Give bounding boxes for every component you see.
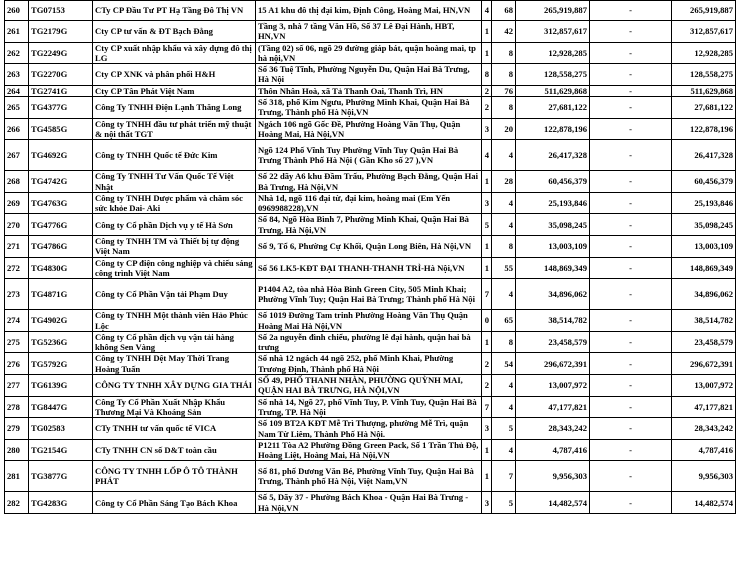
- row-number: 273: [5, 279, 29, 310]
- paid-value: -: [590, 42, 672, 64]
- row-number: 262: [5, 42, 29, 64]
- table-row: [5, 236, 736, 258]
- quantity-b: 4: [492, 214, 516, 236]
- quantity-b: 68: [492, 1, 516, 21]
- company-name: Công ty TNHH Quốc tế Đức Kim: [93, 140, 256, 171]
- quantity-b: 8: [492, 97, 516, 119]
- amount-value: 35,098,245: [516, 214, 590, 236]
- amount-value: 9,956,303: [516, 461, 590, 492]
- quantity-b: 7: [492, 461, 516, 492]
- company-address: Số 9, Tổ 6, Phường Cự Khối, Quận Long Biên, Hà Nội,VN: [256, 236, 482, 258]
- remaining-value: 47,177,821: [672, 396, 736, 418]
- customer-code: TG2154G: [29, 439, 93, 461]
- remaining-value: 35,098,245: [672, 214, 736, 236]
- company-name: CTy CP Đầu Tư PT Hạ Tầng Đô Thị VN: [93, 1, 256, 21]
- company-address: Tầng 3, nhà 7 tầng Văn Hồ, Số 37 Lê Đại Hành, HBT, HN,VN: [256, 21, 482, 43]
- company-address: Số nhà 12 ngách 44 ngõ 252, phố Minh Khai, Phường Trương Định, Thành phố Hà Nội: [256, 353, 482, 375]
- paid-value: -: [590, 140, 672, 171]
- amount-value: 122,878,196: [516, 118, 590, 140]
- amount-value: 23,458,579: [516, 331, 590, 353]
- quantity-b: 5: [492, 492, 516, 514]
- row-number: 278: [5, 396, 29, 418]
- quantity-b: 5: [492, 418, 516, 440]
- company-name: Cty CP Tân Phát Việt Nam: [93, 85, 256, 96]
- company-name: CTy TNHH CN số D&T toàn cầu: [93, 439, 256, 461]
- paid-value: -: [590, 171, 672, 193]
- quantity-a: 3: [482, 418, 492, 440]
- paid-value: -: [590, 192, 672, 214]
- row-number: 279: [5, 418, 29, 440]
- amount-value: 27,681,122: [516, 97, 590, 119]
- quantity-b: 20: [492, 118, 516, 140]
- quantity-a: 7: [482, 396, 492, 418]
- customer-code: TG4830G: [29, 257, 93, 279]
- quantity-a: 2: [482, 353, 492, 375]
- table-row: [5, 310, 736, 332]
- customer-code: TG5236G: [29, 331, 93, 353]
- company-name: Công Ty TNHH Điện Lạnh Thăng Long: [93, 97, 256, 119]
- table-row: [5, 214, 736, 236]
- row-number: 270: [5, 214, 29, 236]
- company-name: Công ty Cổ Phần Vận tải Phạm Duy: [93, 279, 256, 310]
- company-address: Số 5, Dãy 37 - Phường Bách Khoa - Quận Hai Bà Trưng - Hà Nội,VN: [256, 492, 482, 514]
- paid-value: -: [590, 396, 672, 418]
- quantity-b: 4: [492, 439, 516, 461]
- company-address: Thôn Nhân Hoà, xã Tả Thanh Oai, Thanh Trì, HN: [256, 85, 482, 96]
- row-number: 282: [5, 492, 29, 514]
- remaining-value: 9,956,303: [672, 461, 736, 492]
- amount-value: 12,928,285: [516, 42, 590, 64]
- quantity-a: 1: [482, 257, 492, 279]
- quantity-a: 1: [482, 331, 492, 353]
- quantity-b: 8: [492, 331, 516, 353]
- paid-value: -: [590, 21, 672, 43]
- row-number: 261: [5, 21, 29, 43]
- quantity-b: 8: [492, 236, 516, 258]
- quantity-a: 2: [482, 85, 492, 96]
- customer-code: TG8447G: [29, 396, 93, 418]
- amount-value: 14,482,574: [516, 492, 590, 514]
- company-address: Ngách 106 ngõ Gốc Đề, Phường Hoàng Văn Thụ, Quận Hoàng Mai, Hà Nội,VN: [256, 118, 482, 140]
- quantity-b: 55: [492, 257, 516, 279]
- paid-value: -: [590, 279, 672, 310]
- quantity-b: 4: [492, 192, 516, 214]
- company-address: Số 56 LK5-KĐT ĐẠI THANH-THANH TRÌ-Hà Nội,VN: [256, 257, 482, 279]
- company-name: Công Ty Cổ Phần Xuất Nhập Khẩu Thương Mại Và Khoáng Sản: [93, 396, 256, 418]
- amount-value: 38,514,782: [516, 310, 590, 332]
- company-name: CÔNG TY TNHH XÂY DỰNG GIA THÁI: [93, 375, 256, 397]
- row-number: 281: [5, 461, 29, 492]
- amount-value: 26,417,328: [516, 140, 590, 171]
- table-row: [5, 279, 736, 310]
- company-address: Số nhà 14, Ngõ 27, phố Vĩnh Tuy, P. Vĩnh Tuy, Quận Hai Bà Trưng, TP. Hà Nội: [256, 396, 482, 418]
- quantity-b: 28: [492, 171, 516, 193]
- remaining-value: 265,919,887: [672, 1, 736, 21]
- quantity-a: 1: [482, 42, 492, 64]
- company-address: 15 A1 khu đô thị đại kim, Định Công, Hoàng Mai, HN,VN: [256, 1, 482, 21]
- quantity-a: 3: [482, 192, 492, 214]
- amount-value: 47,177,821: [516, 396, 590, 418]
- quantity-a: 4: [482, 140, 492, 171]
- remaining-value: 312,857,617: [672, 21, 736, 43]
- row-number: 268: [5, 171, 29, 193]
- paid-value: -: [590, 236, 672, 258]
- customer-code: TG2249G: [29, 42, 93, 64]
- paid-value: -: [590, 461, 672, 492]
- remaining-value: 28,343,242: [672, 418, 736, 440]
- customer-code: TG4763G: [29, 192, 93, 214]
- quantity-b: 4: [492, 140, 516, 171]
- company-address: P1404 A2, tòa nhà Hòa Bình Green City, 505 Minh Khai; Phường Vĩnh Tuy; Quận Hai Bà Trưng; Thành phố Hà Nội: [256, 279, 482, 310]
- company-name: Công ty TNHH Dược phẩm và chăm sóc sức khỏe Dai- Aki: [93, 192, 256, 214]
- paid-value: -: [590, 64, 672, 86]
- quantity-a: 8: [482, 64, 492, 86]
- remaining-value: 13,007,972: [672, 375, 736, 397]
- quantity-a: 1: [482, 21, 492, 43]
- table-row: [5, 375, 736, 397]
- table-row: [5, 21, 736, 43]
- remaining-value: 12,928,285: [672, 42, 736, 64]
- row-number: 264: [5, 85, 29, 96]
- table-row: [5, 257, 736, 279]
- amount-value: 148,869,349: [516, 257, 590, 279]
- customer-code: TG4585G: [29, 118, 93, 140]
- paid-value: -: [590, 439, 672, 461]
- company-address: Số 1019 Đường Tam trinh Phường Hoàng Văn Thụ Quận Hoàng Mai Hà Nội,VN: [256, 310, 482, 332]
- amount-value: 128,558,275: [516, 64, 590, 86]
- paid-value: -: [590, 257, 672, 279]
- row-number: 269: [5, 192, 29, 214]
- remaining-value: 14,482,574: [672, 492, 736, 514]
- quantity-a: 3: [482, 118, 492, 140]
- amount-value: 25,193,846: [516, 192, 590, 214]
- paid-value: -: [590, 214, 672, 236]
- quantity-a: 5: [482, 214, 492, 236]
- customer-code: TG6139G: [29, 375, 93, 397]
- remaining-value: 38,514,782: [672, 310, 736, 332]
- company-name: Cty CP xuất nhập khẩu và xây dựng đô thị LG: [93, 42, 256, 64]
- company-address: (Tầng 02) số 06, ngõ 29 đường giáp bát, quận hoàng mai, tp hà nội,VN: [256, 42, 482, 64]
- paid-value: -: [590, 85, 672, 96]
- customer-code: TG2179G: [29, 21, 93, 43]
- paid-value: -: [590, 353, 672, 375]
- customer-code: TG4283G: [29, 492, 93, 514]
- remaining-value: 60,456,379: [672, 171, 736, 193]
- quantity-b: 65: [492, 310, 516, 332]
- quantity-a: 1: [482, 461, 492, 492]
- amount-value: 13,007,972: [516, 375, 590, 397]
- remaining-value: 128,558,275: [672, 64, 736, 86]
- table-row: [5, 331, 736, 353]
- paid-value: -: [590, 97, 672, 119]
- remaining-value: 148,869,349: [672, 257, 736, 279]
- customer-ledger-table: [4, 0, 736, 514]
- company-address: Số 22 dãy A6 khu Đầm Trấu, Phường Bạch Đằng, Quận Hai Bà Trưng, Hà Nội,VN: [256, 171, 482, 193]
- row-number: 274: [5, 310, 29, 332]
- quantity-a: 1: [482, 439, 492, 461]
- amount-value: 4,787,416: [516, 439, 590, 461]
- quantity-b: 4: [492, 396, 516, 418]
- company-name: Công ty Cổ phần dịch vụ vận tải hàng không Sen Vàng: [93, 331, 256, 353]
- quantity-b: 4: [492, 279, 516, 310]
- paid-value: -: [590, 418, 672, 440]
- customer-code: TG02583: [29, 418, 93, 440]
- paid-value: -: [590, 310, 672, 332]
- table-row: [5, 42, 736, 64]
- quantity-a: 2: [482, 97, 492, 119]
- company-address: Nhà 1d, ngõ 116 đại từ, đại kim, hoàng mai (Em Yến 0969988228),VN: [256, 192, 482, 214]
- table-row: [5, 492, 736, 514]
- quantity-b: 54: [492, 353, 516, 375]
- row-number: 272: [5, 257, 29, 279]
- company-name: Công ty TNHH Một thành viên Hảo Phúc Lộc: [93, 310, 256, 332]
- row-number: 280: [5, 439, 29, 461]
- quantity-a: 1: [482, 236, 492, 258]
- paid-value: -: [590, 118, 672, 140]
- company-address: Số 81, phố Dương Văn Bé, Phường Vĩnh Tuy, Quận Hai Bà Trưng, Thành phố Hà Nội, Việt Nam,VN: [256, 461, 482, 492]
- company-address: SỐ 49, PHỐ THANH NHÀN, PHƯỜNG QUỲNH MAI, QUẬN HAI BÀ TRƯNG, HÀ NỘI,VN: [256, 375, 482, 397]
- paid-value: -: [590, 1, 672, 21]
- quantity-a: 3: [482, 492, 492, 514]
- row-number: 265: [5, 97, 29, 119]
- remaining-value: 26,417,328: [672, 140, 736, 171]
- company-name: Cty CP XNK và phân phối H&H: [93, 64, 256, 86]
- amount-value: 28,343,242: [516, 418, 590, 440]
- row-number: 263: [5, 64, 29, 86]
- customer-code: TG4786G: [29, 236, 93, 258]
- table-row: [5, 353, 736, 375]
- company-address: Số 36 Tuệ Tĩnh, Phường Nguyễn Du, Quận Hai Bà Trưng, Hà Nội: [256, 64, 482, 86]
- row-number: 271: [5, 236, 29, 258]
- table-row: [5, 171, 736, 193]
- company-name: Công ty TNHH TM và Thiết bị tự động Việt Nam: [93, 236, 256, 258]
- table-row: [5, 97, 736, 119]
- row-number: 266: [5, 118, 29, 140]
- remaining-value: 296,672,391: [672, 353, 736, 375]
- table-row: [5, 140, 736, 171]
- table-row: [5, 64, 736, 86]
- remaining-value: 25,193,846: [672, 192, 736, 214]
- company-address: Số 109 BT2A KĐT Mễ Trì Thượng, phường Mễ Trì, quận Nam Từ Liêm, Thành Phố Hà Nội.: [256, 418, 482, 440]
- company-name: Công ty Cổ phần Dịch vụ y tế Hà Sơn: [93, 214, 256, 236]
- company-name: Công ty CP điện công nghiệp và chiếu sáng công trình Việt Nam: [93, 257, 256, 279]
- amount-value: 296,672,391: [516, 353, 590, 375]
- customer-code: TG07153: [29, 1, 93, 21]
- company-address: Số 84, Ngõ Hòa Bình 7, Phường Minh Khai, Quận Hai Bà Trưng, Hà Nội,VN: [256, 214, 482, 236]
- company-name: Công ty TNHH đầu tư phát triển mỹ thuật & nội thất TGT: [93, 118, 256, 140]
- table-row: [5, 85, 736, 96]
- customer-code: TG4377G: [29, 97, 93, 119]
- table-row: [5, 418, 736, 440]
- remaining-value: 27,681,122: [672, 97, 736, 119]
- remaining-value: 122,878,196: [672, 118, 736, 140]
- company-address: Số 2a nguyễn đình chiểu, phường lê đại hành, quận hai bà trưng: [256, 331, 482, 353]
- row-number: 267: [5, 140, 29, 171]
- quantity-b: 76: [492, 85, 516, 96]
- customer-code: TG4776G: [29, 214, 93, 236]
- customer-code: TG4742G: [29, 171, 93, 193]
- company-name: CÔNG TY TNHH LỐP Ô TÔ THÀNH PHÁT: [93, 461, 256, 492]
- amount-value: 312,857,617: [516, 21, 590, 43]
- row-number: 275: [5, 331, 29, 353]
- paid-value: -: [590, 375, 672, 397]
- customer-code: TG3877G: [29, 461, 93, 492]
- quantity-b: 8: [492, 42, 516, 64]
- quantity-a: 4: [482, 1, 492, 21]
- company-address: Số 318, phố Kim Ngưu, Phường Minh Khai, Quận Hai Bà Trưng, Thành phố Hà Nội,VN: [256, 97, 482, 119]
- quantity-a: 0: [482, 310, 492, 332]
- customer-code: TG4692G: [29, 140, 93, 171]
- company-name: Cty CP tư vấn & ĐT Bạch Đằng: [93, 21, 256, 43]
- table-row: [5, 1, 736, 21]
- table-row: [5, 461, 736, 492]
- remaining-value: 4,787,416: [672, 439, 736, 461]
- row-number: 277: [5, 375, 29, 397]
- quantity-a: 2: [482, 375, 492, 397]
- customer-code: TG4871G: [29, 279, 93, 310]
- quantity-b: 4: [492, 375, 516, 397]
- amount-value: 511,629,868: [516, 85, 590, 96]
- quantity-a: 1: [482, 171, 492, 193]
- remaining-value: 23,458,579: [672, 331, 736, 353]
- table-row: [5, 192, 736, 214]
- company-address: Ngõ 124 Phố Vĩnh Tuy Phường Vĩnh Tuy Quận Hai Bà Trưng Thành Phố Hà Nội ( Gần Kho số 27 ),VN: [256, 140, 482, 171]
- customer-code: TG2741G: [29, 85, 93, 96]
- company-name: Công Ty TNHH Tư Vấn Quốc Tế Việt Nhật: [93, 171, 256, 193]
- table-row: [5, 439, 736, 461]
- row-number: 260: [5, 1, 29, 21]
- remaining-value: 34,896,062: [672, 279, 736, 310]
- company-name: CTy TNHH tư vấn quốc tế VICA: [93, 418, 256, 440]
- company-address: P1211 Tòa A2 Phường Đồng Green Pack, Số 1 Trần Thủ Độ, Hoàng Liệt, Hoàng Mai, Hà Nội,VN: [256, 439, 482, 461]
- customer-code: TG2270G: [29, 64, 93, 86]
- quantity-a: 7: [482, 279, 492, 310]
- amount-value: 265,919,887: [516, 1, 590, 21]
- company-name: Công ty Cổ Phần Sáng Tạo Bách Khoa: [93, 492, 256, 514]
- ledger-body: [5, 1, 736, 514]
- customer-code: TG5792G: [29, 353, 93, 375]
- table-row: [5, 396, 736, 418]
- paid-value: -: [590, 331, 672, 353]
- remaining-value: 13,003,109: [672, 236, 736, 258]
- company-name: Công ty TNHH Dệt May Thời Trang Hoàng Tuấn: [93, 353, 256, 375]
- amount-value: 34,896,062: [516, 279, 590, 310]
- remaining-value: 511,629,868: [672, 85, 736, 96]
- row-number: 276: [5, 353, 29, 375]
- customer-code: TG4902G: [29, 310, 93, 332]
- paid-value: -: [590, 492, 672, 514]
- quantity-b: 42: [492, 21, 516, 43]
- amount-value: 13,003,109: [516, 236, 590, 258]
- amount-value: 60,456,379: [516, 171, 590, 193]
- table-row: [5, 118, 736, 140]
- quantity-b: 8: [492, 64, 516, 86]
